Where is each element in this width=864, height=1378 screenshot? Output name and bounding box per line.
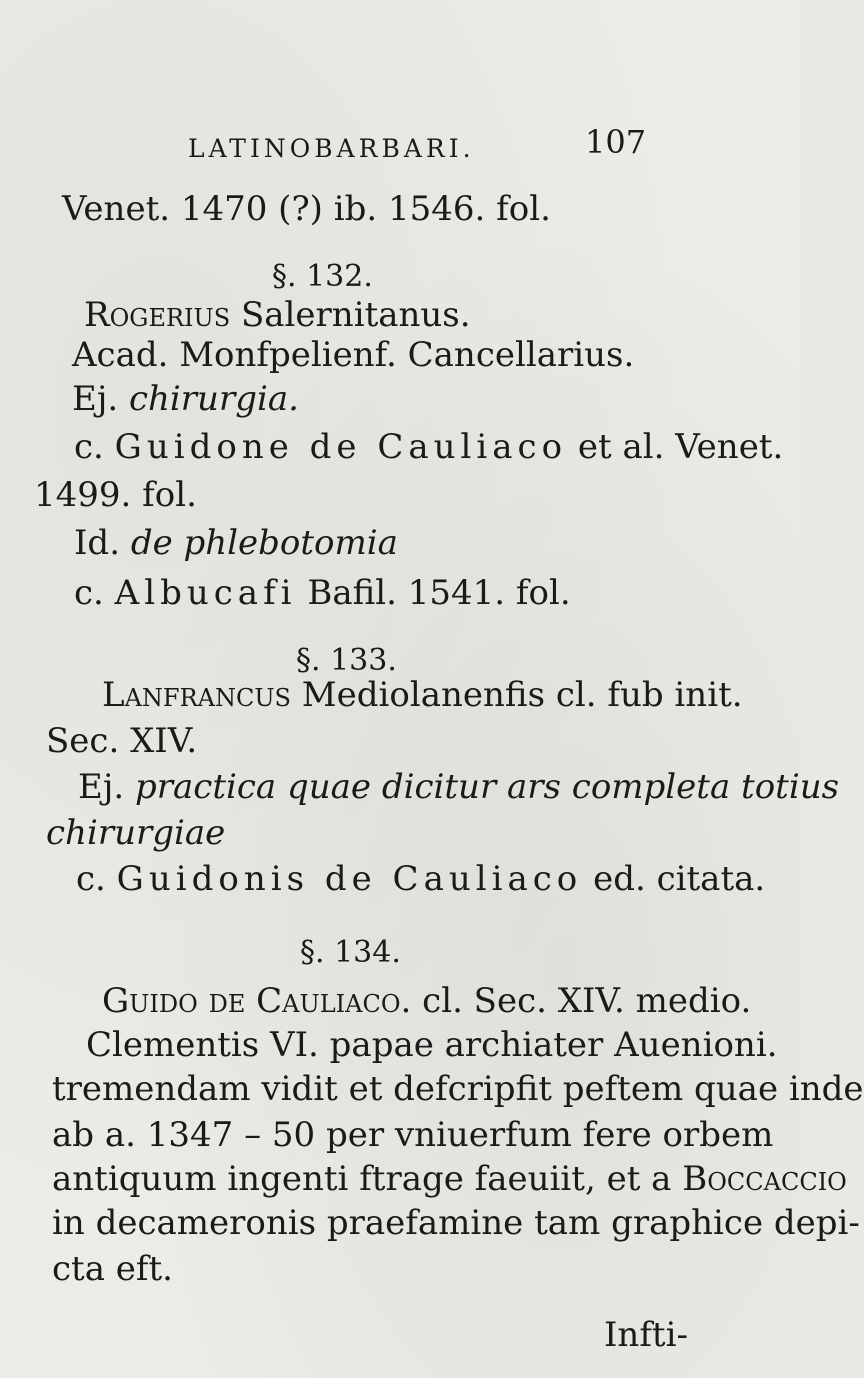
text-line <box>74 573 571 613</box>
text-line <box>72 379 299 419</box>
text-segment: 1499. fol. <box>34 475 197 515</box>
section-heading <box>296 643 397 678</box>
text-segment: cta eft. <box>52 1249 173 1289</box>
text-segment: c. <box>74 427 115 467</box>
text-line <box>76 859 766 899</box>
text-segment: Guidone de Cauliaco <box>114 427 568 467</box>
text-line <box>46 721 198 761</box>
text-line <box>52 1159 847 1199</box>
text-segment: Albucafi <box>114 573 297 613</box>
text-line <box>78 767 840 807</box>
text-segment: Acad. Monfpelienf. Cancellarius. <box>72 335 635 375</box>
text-segment: Mediolanenfis cl. fub init. <box>291 675 743 715</box>
text-segment: Bafil. 1541. fol. <box>296 573 571 613</box>
catchword: Infti- <box>604 1315 688 1355</box>
text-segment: Ej. <box>78 767 135 807</box>
text-line <box>74 427 784 467</box>
text-segment: cl. Sec. XIV. medio. <box>411 981 752 1021</box>
text-segment: Guidonis de Cauliaco <box>116 859 583 899</box>
text-segment: §. 134. <box>300 935 401 970</box>
text-segment: chirurgia. <box>128 379 299 419</box>
text-segment: Id. <box>74 523 131 563</box>
text-segment: tremendam vidit et defcripfit peftem quae inde <box>52 1069 864 1109</box>
text-segment: Clementis VI. papae archiater Auenioni. <box>86 1025 778 1065</box>
section-heading <box>272 259 373 294</box>
text-segment: ed. citata. <box>582 859 766 899</box>
text-segment: Boccaccio <box>682 1159 847 1199</box>
text-segment: Ej. <box>72 379 129 419</box>
text-segment: Lanfrancus <box>102 675 291 715</box>
text-segment: practica quae dicitur ars completa totius <box>134 767 840 807</box>
text-segment: §. 133. <box>296 643 397 678</box>
text-line <box>86 1025 778 1065</box>
text-line <box>62 189 551 229</box>
text-segment: chirurgiae <box>46 813 226 853</box>
text-segment: Venet. 1470 (?) ib. 1546. fol. <box>62 189 551 229</box>
text-line <box>52 1115 774 1155</box>
text-segment: Sec. XIV. <box>46 721 198 761</box>
text-segment: antiquum ingenti ftrage faeuiit, et a <box>52 1159 683 1199</box>
running-title: LATINOBARBARI. <box>188 134 475 163</box>
text-line <box>74 523 398 563</box>
text-segment: et al. Venet. <box>567 427 784 467</box>
text-segment: §. 132. <box>272 259 373 294</box>
text-segment: ab a. 1347 – 50 per vniuerfum fere orbem <box>52 1115 774 1155</box>
text-segment: c. <box>76 859 117 899</box>
text-line <box>72 335 635 375</box>
page-number: 107 <box>585 123 647 161</box>
text-line <box>102 981 752 1021</box>
text-segment: Salernitanus. <box>230 295 471 335</box>
text-segment: c. <box>74 573 115 613</box>
text-line <box>46 813 226 853</box>
text-line <box>52 1069 864 1109</box>
text-segment: Guido de Cauliaco. <box>102 981 412 1021</box>
text-line <box>102 675 743 715</box>
text-line <box>34 475 197 515</box>
text-line <box>52 1203 860 1243</box>
text-line <box>84 295 471 335</box>
text-segment: de phlebotomia <box>130 523 398 563</box>
text-line <box>52 1249 173 1289</box>
text-segment: in decameronis praefamine tam graphice depi- <box>52 1203 860 1243</box>
section-heading <box>300 935 401 970</box>
text-segment: Rogerius <box>84 295 231 335</box>
